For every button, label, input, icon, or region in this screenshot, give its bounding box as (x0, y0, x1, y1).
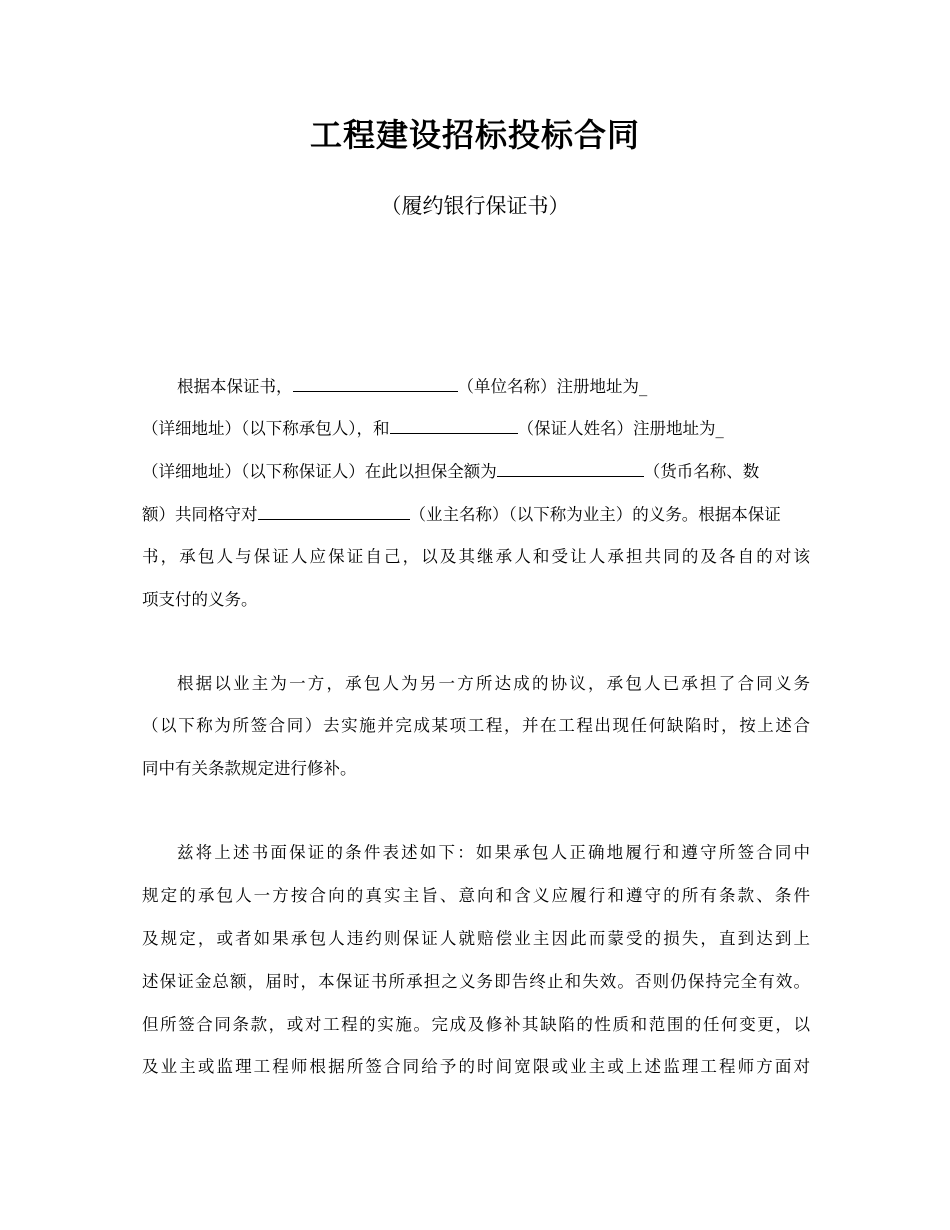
paragraph3-line-5: 但所签合同条款，或对工程的实施。完成及修补其缺陷的性质和范围的任何变更，以 (142, 1015, 810, 1034)
paragraph1-line-2 (142, 416, 724, 440)
paragraph2-line-2: （以下称为所签合同）去实施并完成某项工程，并在工程出现任何缺陷时，按上述合 (142, 716, 810, 735)
guarantee-amount-blank[interactable] (497, 459, 644, 477)
paragraph3-line-2: 规定的承包人一方按合向的真实主旨、意向和含义应履行和遵守的所有条款、条件 (142, 886, 810, 905)
paragraph3-line-6: 及业主或监理工程师根据所签合同给予的时间宽限或业主或上述监理工程师方面对 (142, 1057, 810, 1076)
text-segment: （详细地址）（以下称承包人），和 (142, 419, 390, 438)
guarantor-name-blank[interactable] (390, 416, 518, 434)
paragraph2-line-1: 根据以业主为一方，承包人为另一方所达成的协议，承包人已承担了合同义务 (177, 674, 810, 693)
document-subtitle: （履约银行保证书） (380, 194, 570, 218)
paragraph1-line-4 (142, 502, 781, 526)
paragraph3-line-3: 及规定，或者如果承包人违约则保证人就赔偿业主因此而蒙受的损失，直到达到上 (142, 929, 810, 948)
text-segment: （详细地址）（以下称保证人）在此以担保全额为 (142, 462, 497, 481)
paragraph3-line-4: 述保证金总额，届时，本保证书所承担之义务即告终止和失效。否则仍保持完全有效。 (142, 972, 810, 991)
paragraph1-line-1 (177, 374, 647, 398)
document-title: 工程建设招标投标合同 (309, 116, 640, 154)
owner-name-blank[interactable] (258, 502, 410, 520)
paragraph2-line-3: 同中有关条款规定进行修补。 (142, 759, 357, 778)
paragraph3-line-1: 兹将上述书面保证的条件表述如下：如果承包人正确地履行和遵守所签合同中 (177, 843, 810, 862)
paragraph1-line-5: 书，承包人与保证人应保证自己，以及其继承人和受让人承担共同的及各自的对该 (142, 547, 810, 566)
unit-name-blank[interactable] (293, 374, 458, 392)
text-segment: 额）共同格守对 (142, 505, 258, 524)
paragraph1-line-6: 项支付的义务。 (142, 590, 258, 609)
text-segment: （货币名称、数 (643, 462, 760, 481)
paragraph1-line-3 (142, 459, 759, 483)
text-segment: （业主名称）（以下称为业主）的义务。根据本保证 (409, 505, 781, 524)
text-segment: （单位名称）注册地址为_ (457, 377, 648, 396)
text-segment: （保证人姓名）注册地址为_ (517, 419, 724, 438)
text-segment: 根据本保证书， (177, 377, 293, 396)
